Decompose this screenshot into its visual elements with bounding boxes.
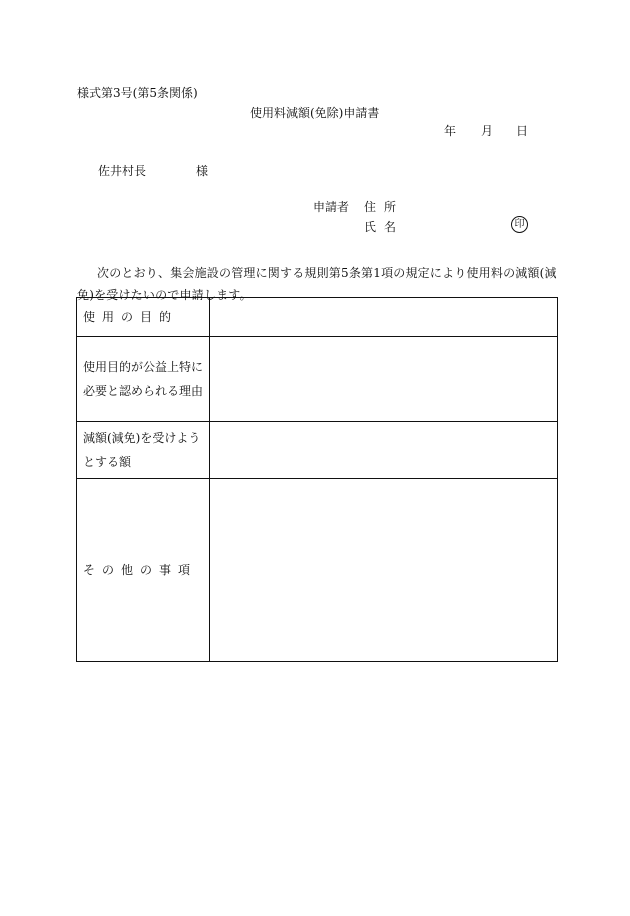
addressee-honorific: 様 [196,164,209,178]
table-row [77,337,558,422]
table-row [77,298,558,337]
seal-icon: 印 [511,216,528,233]
address-label: 住所 [364,200,405,214]
form-number: 様式第3号(第5条関係) [77,86,198,100]
amount-field[interactable] [210,422,558,479]
applicant-label: 申請者 [313,200,350,214]
request-table [76,297,558,662]
addressee-name: 佐井村長 [98,164,147,178]
reason-label: 使用目的が公益上特に必要と認められる理由 [77,337,210,422]
purpose-label: 使用の目的 [77,298,210,337]
date-month-label: 月 [481,124,494,138]
name-label: 氏名 [364,220,405,234]
document-title: 使用料減額(免除)申請書 [250,106,380,120]
date-year-label: 年 [444,124,457,138]
other-field[interactable] [210,479,558,662]
amount-label: 減額(減免)を受けようとする額 [77,422,210,479]
date-day-label: 日 [516,124,529,138]
other-label: その他の事項 [77,479,210,662]
reason-field[interactable] [210,337,558,422]
intro-paragraph: 次のとおり、集会施設の管理に関する規則第5条第1項の規定により使用料の減額(減免)を受けたいので申請します。 [77,266,557,302]
purpose-field[interactable] [210,298,558,337]
table-row [77,422,558,479]
table-row [77,479,558,662]
